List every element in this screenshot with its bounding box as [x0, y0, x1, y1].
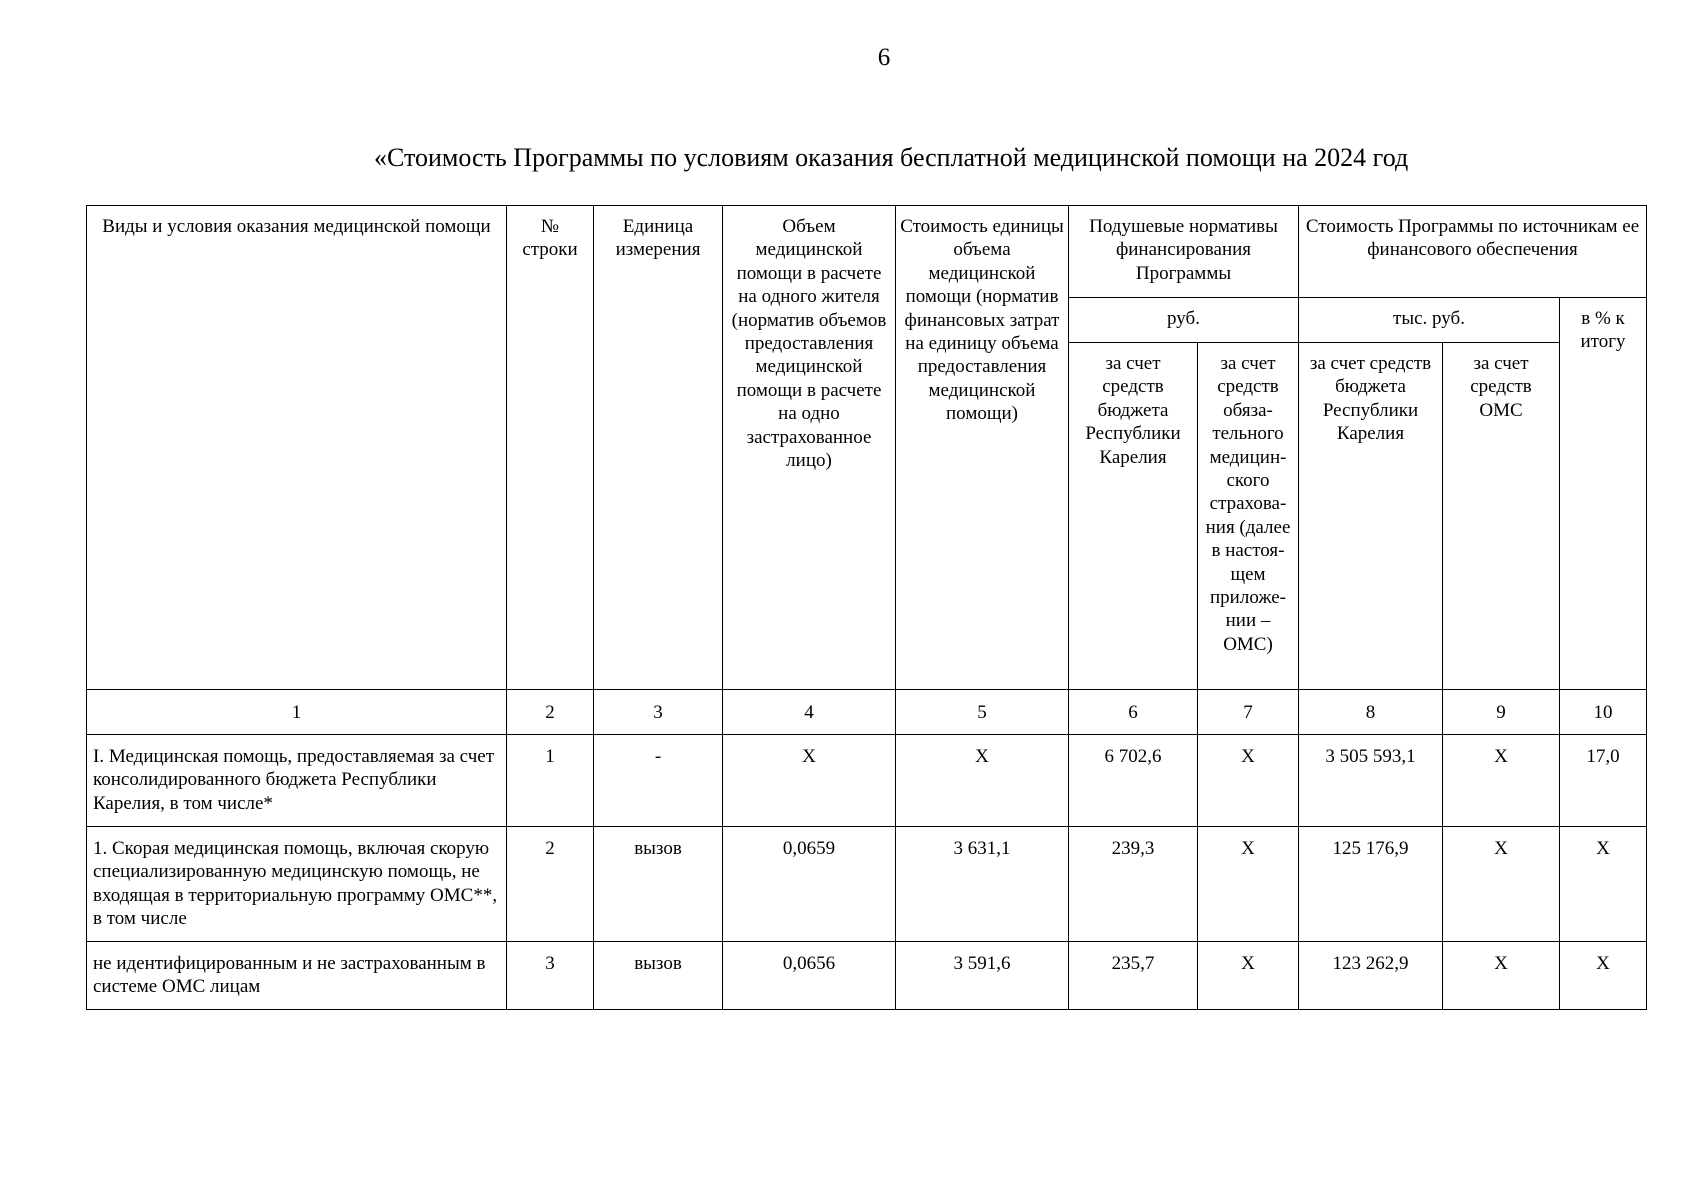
page-number: 6: [877, 44, 891, 71]
column-number: 4: [723, 690, 896, 735]
column-number: 8: [1299, 690, 1443, 735]
column-number: 3: [594, 690, 723, 735]
table-cell: X: [896, 735, 1069, 827]
header-program-cost-sources: Стоимость Программы по источникам ее финансового обеспечения: [1299, 206, 1647, 298]
header-unit-cost: Стоимость единицы объема медицинской помощи (норматив финансовых затрат на единицу объема предоставления медицинской помощи): [896, 206, 1069, 690]
table-cell: 239,3: [1069, 827, 1198, 942]
header-budget-per-capita: за счет средств бюджета Республики Карелия: [1069, 343, 1198, 690]
table-cell: X: [1198, 942, 1299, 1010]
table-cell: 3 591,6: [896, 942, 1069, 1010]
header-unit-rub: руб.: [1069, 298, 1299, 343]
table-cell: X: [1560, 942, 1647, 1010]
table-cell: -: [594, 735, 723, 827]
header-oms-cost: за счет средств ОМС: [1443, 343, 1560, 690]
table-cell: X: [1443, 942, 1560, 1010]
column-numbers-row: [87, 690, 1647, 735]
column-number: 6: [1069, 690, 1198, 735]
table-row: [87, 942, 1647, 1010]
table-cell: 1. Скорая медицинская помощь, включая скорую специализированную медицинскую помощь, не входящая в территориальную программу ОМС**, в том числе: [87, 827, 507, 942]
header-budget-cost: за счет средств бюджета Республики Карелия: [1299, 343, 1443, 690]
header-kinds-conditions: Виды и условия оказания медицинской помощи: [87, 206, 507, 690]
header-percent-of-total: в % к итогу: [1560, 298, 1647, 690]
program-cost-table: [86, 205, 1647, 1010]
header-row: [87, 206, 1647, 298]
table-cell: I. Медицинская помощь, предоставляемая за счет консолидированного бюджета Республики Карелия, в том числе*: [87, 735, 507, 827]
column-number: 1: [87, 690, 507, 735]
table-cell: X: [1443, 735, 1560, 827]
column-number: 7: [1198, 690, 1299, 735]
header-unit-thousand-rub: тыс. руб.: [1299, 298, 1560, 343]
column-number: 2: [507, 690, 594, 735]
header-oms-per-capita: за счет средств обяза-тельного медицин-ского страхова-ния (далее в настоя-щем приложе-нии – ОМС): [1198, 343, 1299, 690]
table-cell: 2: [507, 827, 594, 942]
table-cell: X: [1443, 827, 1560, 942]
table-cell: вызов: [594, 827, 723, 942]
table-cell: 3: [507, 942, 594, 1010]
table-cell: 0,0656: [723, 942, 896, 1010]
table-cell: 6 702,6: [1069, 735, 1198, 827]
table-cell: X: [1560, 827, 1647, 942]
header-unit: Единица измерения: [594, 206, 723, 690]
document-title: «Стоимость Программы по условиям оказания бесплатной медицинской помощи на 2024 год: [374, 143, 1409, 172]
table-cell: X: [1198, 735, 1299, 827]
column-number: 10: [1560, 690, 1647, 735]
header-volume: Объем медицинской помощи в расчете на одного жителя (норматив объемов предоставления медицинской помощи в расчете на одно застрахованное лицо): [723, 206, 896, 690]
table-cell: 123 262,9: [1299, 942, 1443, 1010]
table-row: [87, 827, 1647, 942]
column-number: 5: [896, 690, 1069, 735]
column-number: 9: [1443, 690, 1560, 735]
table-cell: 0,0659: [723, 827, 896, 942]
table-cell: 3 631,1: [896, 827, 1069, 942]
table-cell: X: [1198, 827, 1299, 942]
table-cell: 3 505 593,1: [1299, 735, 1443, 827]
table-row: [87, 735, 1647, 827]
header-per-capita-norms: Подушевые нормативы финансирования Программы: [1069, 206, 1299, 298]
table-cell: 235,7: [1069, 942, 1198, 1010]
table-cell: не идентифицированным и не застрахованным в системе ОМС лицам: [87, 942, 507, 1010]
table-cell: X: [723, 735, 896, 827]
table-cell: 1: [507, 735, 594, 827]
header-row-number: № строки: [507, 206, 594, 690]
table-cell: 125 176,9: [1299, 827, 1443, 942]
table-cell: вызов: [594, 942, 723, 1010]
table-cell: 17,0: [1560, 735, 1647, 827]
